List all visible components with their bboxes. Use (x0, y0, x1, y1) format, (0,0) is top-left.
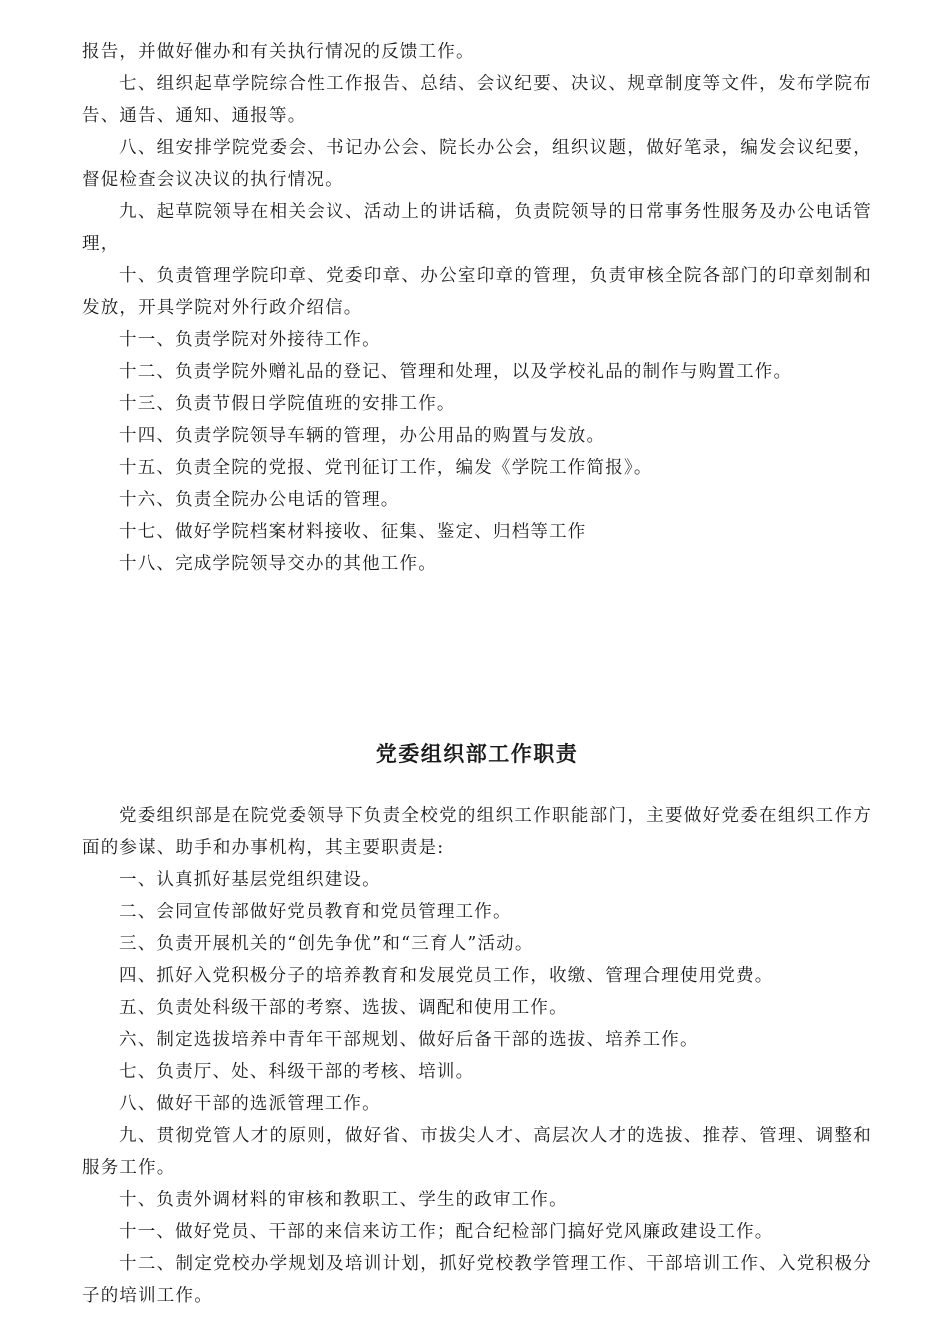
paragraph: 十八、完成学院领导交办的其他工作。 (119, 554, 437, 574)
paragraph: 十七、做好学院档案材料接收、征集、鉴定、归档等工作 (119, 522, 587, 542)
paragraph: 党委组织部是在院党委领导下负责全校党的组织工作职能部门，主要做好党委在组织工作方面的参谋、助手和办事机构，其主要职责是: (82, 806, 872, 858)
paragraph: 二、会同宣传部做好党员教育和党员管理工作。 (119, 902, 512, 922)
paragraph: 九、起草院领导在相关会议、活动上的讲话稿，负责院领导的日常事务性服务及办公电话管理， (82, 202, 872, 254)
paragraph: 报告，并做好催办和有关执行情况的反馈工作。 (82, 42, 475, 62)
paragraph: 五、负责处科级干部的考察、选拔、调配和使用工作。 (119, 998, 568, 1018)
section-spacer (82, 580, 872, 738)
document-page (82, 36, 872, 1312)
section-title: 党委组织部工作职责 (375, 741, 579, 766)
paragraph: 六、制定选拔培养中青年干部规划、做好后备干部的选拔、培养工作。 (119, 1030, 699, 1050)
paragraph: 十二、制定党校办学规划及培训计划，抓好党校教学管理工作、干部培训工作、入党积极分子的培训工作。 (82, 1254, 872, 1306)
title-spacer (82, 770, 872, 800)
paragraph: 八、做好干部的选派管理工作。 (119, 1094, 381, 1114)
paragraph: 十四、负责学院领导车辆的管理，办公用品的购置与发放。 (119, 426, 606, 446)
paragraph: 十六、负责全院办公电话的管理。 (119, 490, 400, 510)
paragraph: 四、抓好入党积极分子的培养教育和发展党员工作，收缴、管理合理使用党费。 (119, 966, 774, 986)
paragraph: 十五、负责全院的党报、党刊征订工作，编发《学院工作简报》。 (119, 458, 653, 478)
paragraph: 三、负责开展机关的“创先争优”和“三育人”活动。 (119, 934, 534, 954)
paragraph: 十、负责管理学院印章、党委印章、办公室印章的管理，负责审核全院各部门的印章刻制和发放，开具学院对外行政介绍信。 (82, 266, 872, 318)
paragraph: 十一、做好党员、干部的来信来访工作；配合纪检部门搞好党风廉政建设工作。 (119, 1222, 774, 1242)
paragraph: 十二、负责学院外赠礼品的登记、管理和处理，以及学校礼品的制作与购置工作。 (119, 362, 793, 382)
section-office-duties (82, 36, 872, 580)
paragraph: 七、组织起草学院综合性工作报告、总结、会议纪要、决议、规章制度等文件，发布学院布告、通告、通知、通报等。 (82, 74, 872, 126)
paragraph: 九、贯彻党管人才的原则，做好省、市拔尖人才、高层次人才的选拔、推荐、管理、调整和服务工作。 (82, 1126, 872, 1178)
paragraph: 七、负责厅、处、科级干部的考核、培训。 (119, 1062, 475, 1082)
paragraph: 十三、负责节假日学院值班的安排工作。 (119, 394, 456, 414)
paragraph: 八、组安排学院党委会、书记办公会、院长办公会，组织议题，做好笔录，编发会议纪要，督促检查会议决议的执行情况。 (82, 138, 872, 190)
paragraph: 十、负责外调材料的审核和教职工、学生的政审工作。 (119, 1190, 568, 1210)
paragraph: 一、认真抓好基层党组织建设。 (119, 870, 381, 890)
section-organization-duties (82, 738, 872, 1312)
paragraph: 十一、负责学院对外接待工作。 (119, 330, 381, 350)
